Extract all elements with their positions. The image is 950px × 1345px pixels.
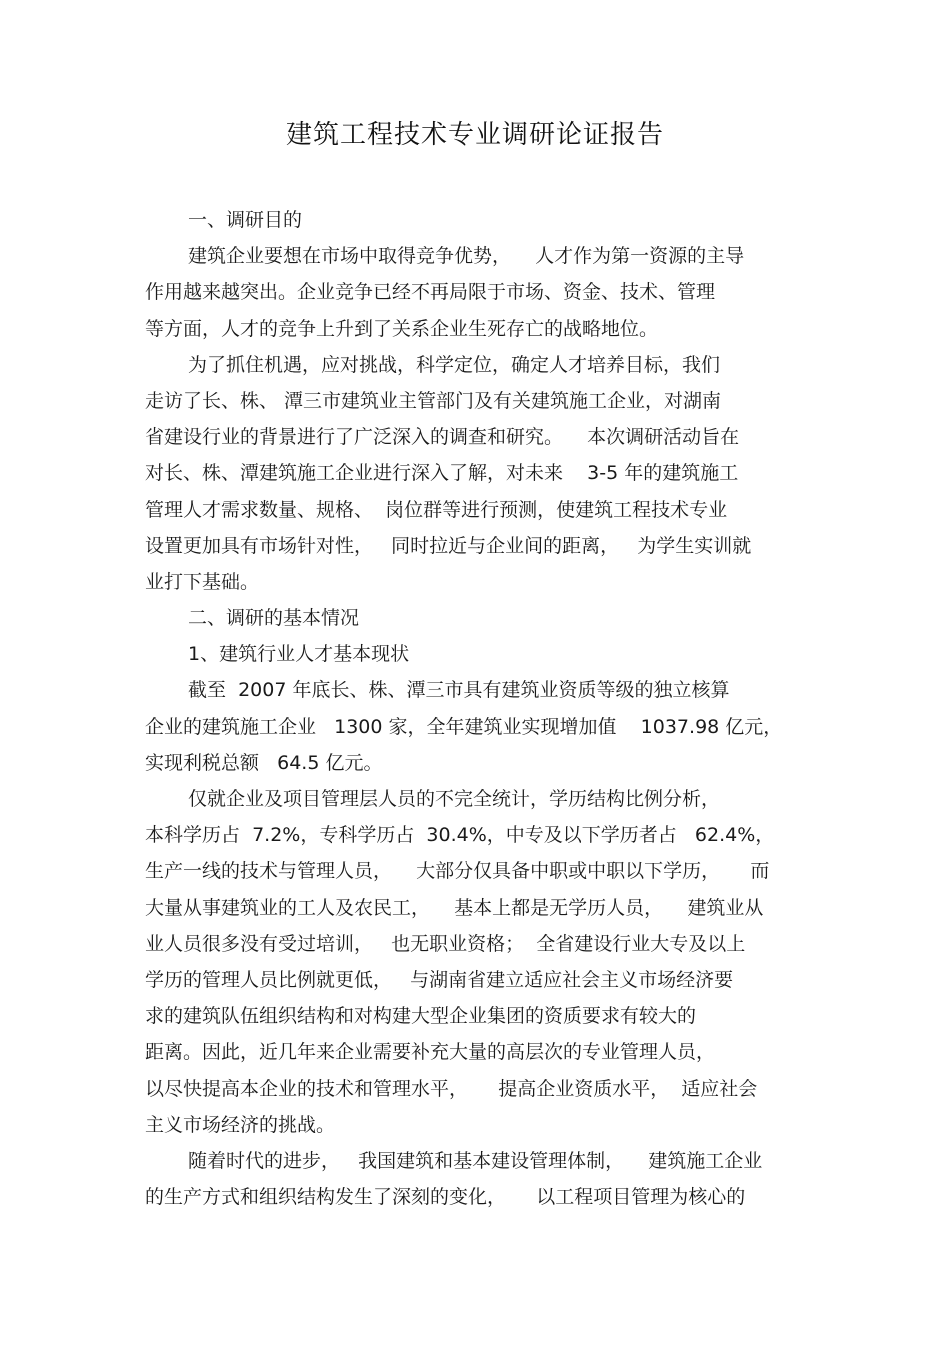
text-line: 作用越来越突出。企业竞争已经不再局限于市场、资金、技术、管理 xyxy=(145,281,716,304)
text-line: 求的建筑队伍组织结构和对构建大型企业集团的资质要求有较大的 xyxy=(145,1005,697,1028)
text-line: 设置更加具有市场针对性， 同时拉近与企业间的距离， 为学生实训就 xyxy=(145,534,752,557)
text-line: 以尽快提高本企业的技术和管理水平， 提高企业资质水平， 适应社会 xyxy=(145,1077,758,1100)
text-line: 随着时代的进步， 我国建筑和基本建设管理体制， 建筑施工企业 xyxy=(188,1149,763,1172)
text-line: 距离。因此，近几年来企业需要补充大量的高层次的专业管理人员， xyxy=(145,1041,716,1064)
text-line: 管理人才需求数量、规格、 岗位群等进行预测，使建筑工程技术专业 xyxy=(145,498,728,521)
text-line: 本科学历占 7.2%，专科学历占 30.4%，中专及以下学历者占 62.4%， xyxy=(145,824,775,847)
text-line: 一、调研目的 xyxy=(188,209,303,231)
text-line: 1、建筑行业人才基本现状 xyxy=(188,643,410,666)
text-line: 企业的建筑施工企业 1300 家，全年建筑业实现增加值 1037.98 亿元， xyxy=(145,715,783,738)
text-line: 学历的管理人员比例就更低， 与湖南省建立适应社会主义市场经济要 xyxy=(145,968,734,991)
document-body xyxy=(145,202,815,1215)
text-line: 业人员很多没有受过培训， 也无职业资格； 全省建设行业大专及以上 xyxy=(145,932,746,955)
text-line: 等方面，人才的竞争上升到了关系企业生死存亡的战略地位。 xyxy=(145,317,659,340)
document-title: 建筑工程技术专业调研论证报告 xyxy=(285,120,664,150)
text-line: 大量从事建筑业的工人及农民工， 基本上都是无学历人员， 建筑业从 xyxy=(145,896,764,919)
text-line: 业打下基础。 xyxy=(145,570,260,593)
text-line: 实现利税总额 64.5 亿元。 xyxy=(145,751,383,774)
text-line: 二、调研的基本情况 xyxy=(188,607,360,630)
text-line: 建筑企业要想在市场中取得竞争优势， 人才作为第一资源的主导 xyxy=(188,245,745,268)
text-line: 生产一线的技术与管理人员， 大部分仅具备中职或中职以下学历， 而 xyxy=(145,860,770,883)
text-line: 走访了长、株、 潭三市建筑业主管部门及有关建筑施工企业，对湖南 xyxy=(145,389,722,412)
text-line: 仅就企业及项目管理层人员的不完全统计，学历结构比例分析， xyxy=(188,788,721,810)
text-line: 对长、株、潭建筑施工企业进行深入了解，对未来 3-5 年的建筑施工 xyxy=(145,462,739,485)
text-line: 截至 2007 年底长、株、潭三市具有建筑业资质等级的独立核算 xyxy=(188,679,730,702)
text-line: 的生产方式和组织结构发生了深刻的变化， 以工程项目管理为核心的 xyxy=(145,1186,746,1209)
text-line: 为了抓住机遇，应对挑战，科学定位，确定人才培养目标，我们 xyxy=(188,353,721,376)
text-line: 省建设行业的背景进行了广泛深入的调查和研究。 本次调研活动旨在 xyxy=(145,426,740,449)
text-line: 主义市场经济的挑战。 xyxy=(145,1113,336,1136)
